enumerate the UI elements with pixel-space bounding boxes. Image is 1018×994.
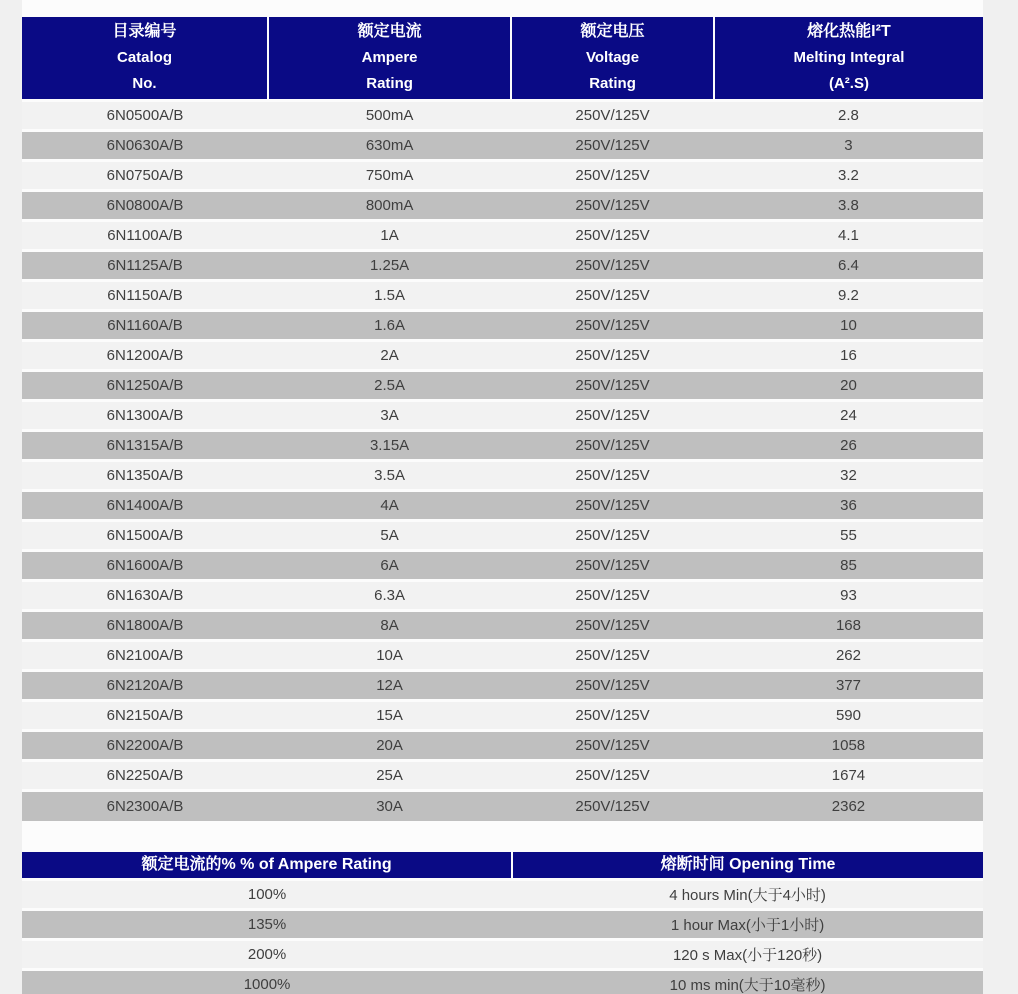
cell-voltage-rating: 250V/125V	[511, 251, 714, 281]
cell-opening-time: 1 hour Max(小于1小时)	[512, 909, 983, 939]
cell-catalog-no: 6N0800A/B	[22, 191, 268, 221]
cell-catalog-no: 6N1125A/B	[22, 251, 268, 281]
table-row	[22, 521, 983, 551]
cell-catalog-no: 6N2200A/B	[22, 731, 268, 761]
opening-table-header-row	[22, 852, 983, 880]
cell-voltage-rating: 250V/125V	[511, 791, 714, 821]
fuse-spec-table	[22, 17, 983, 821]
cell-catalog-no: 6N2250A/B	[22, 761, 268, 791]
cell-catalog-no: 6N2300A/B	[22, 791, 268, 821]
cell-melting-integral: 4.1	[714, 221, 983, 251]
cell-catalog-no: 6N1315A/B	[22, 431, 268, 461]
cell-ampere-rating: 12A	[268, 671, 511, 701]
col-header-voltage-rating	[511, 17, 714, 101]
cell-catalog-no: 6N1160A/B	[22, 311, 268, 341]
cell-voltage-rating: 250V/125V	[511, 581, 714, 611]
cell-voltage-rating: 250V/125V	[511, 701, 714, 731]
cell-voltage-rating: 250V/125V	[511, 431, 714, 461]
cell-voltage-rating: 250V/125V	[511, 671, 714, 701]
cell-ampere-rating: 1.25A	[268, 251, 511, 281]
cell-ampere-rating: 6A	[268, 551, 511, 581]
cell-voltage-rating: 250V/125V	[511, 161, 714, 191]
cell-ampere-rating: 800mA	[268, 191, 511, 221]
cell-melting-integral: 85	[714, 551, 983, 581]
opening-time-table	[22, 852, 983, 994]
cell-ampere-rating: 1.5A	[268, 281, 511, 311]
cell-melting-integral: 20	[714, 371, 983, 401]
cell-catalog-no: 6N2120A/B	[22, 671, 268, 701]
col-header-melting-en2: (A².S)	[828, 75, 869, 92]
table-row	[22, 311, 983, 341]
table-row	[22, 251, 983, 281]
cell-melting-integral: 10	[714, 311, 983, 341]
cell-melting-integral: 2362	[714, 791, 983, 821]
cell-voltage-rating: 250V/125V	[511, 101, 714, 131]
cell-voltage-rating: 250V/125V	[511, 371, 714, 401]
cell-percent-of-rating: 100%	[22, 879, 512, 909]
cell-melting-integral: 26	[714, 431, 983, 461]
table-row	[22, 969, 983, 994]
cell-ampere-rating: 1A	[268, 221, 511, 251]
cell-voltage-rating: 250V/125V	[511, 341, 714, 371]
table-gap	[22, 821, 983, 852]
cell-opening-time: 10 ms min(大于10毫秒)	[512, 969, 983, 994]
cell-melting-integral: 6.4	[714, 251, 983, 281]
table-row	[22, 461, 983, 491]
cell-catalog-no: 6N1150A/B	[22, 281, 268, 311]
cell-ampere-rating: 25A	[268, 761, 511, 791]
table-row	[22, 341, 983, 371]
col-header-voltage-zh: 额定电压	[580, 23, 645, 40]
cell-melting-integral: 1058	[714, 731, 983, 761]
cell-melting-integral: 1674	[714, 761, 983, 791]
cell-ampere-rating: 1.6A	[268, 311, 511, 341]
table-row	[22, 731, 983, 761]
cell-ampere-rating: 3A	[268, 401, 511, 431]
cell-catalog-no: 6N1200A/B	[22, 341, 268, 371]
col-header-opening-time-label: 熔断时间 Opening Time	[660, 855, 836, 873]
cell-opening-time: 120 s Max(小于120秒)	[512, 939, 983, 969]
cell-voltage-rating: 250V/125V	[511, 611, 714, 641]
cell-voltage-rating: 250V/125V	[511, 551, 714, 581]
cell-melting-integral: 93	[714, 581, 983, 611]
cell-percent-of-rating: 200%	[22, 939, 512, 969]
cell-ampere-rating: 30A	[268, 791, 511, 821]
table-row	[22, 879, 983, 909]
table-row	[22, 101, 983, 131]
cell-percent-of-rating: 135%	[22, 909, 512, 939]
cell-ampere-rating: 4A	[268, 491, 511, 521]
cell-catalog-no: 6N0630A/B	[22, 131, 268, 161]
table-row	[22, 551, 983, 581]
cell-voltage-rating: 250V/125V	[511, 731, 714, 761]
cell-melting-integral: 55	[714, 521, 983, 551]
cell-melting-integral: 16	[714, 341, 983, 371]
cell-voltage-rating: 250V/125V	[511, 281, 714, 311]
cell-voltage-rating: 250V/125V	[511, 461, 714, 491]
table-row	[22, 761, 983, 791]
cell-melting-integral: 3.8	[714, 191, 983, 221]
cell-voltage-rating: 250V/125V	[511, 491, 714, 521]
col-header-catalog-en1: Catalog	[117, 49, 173, 66]
cell-ampere-rating: 2A	[268, 341, 511, 371]
cell-melting-integral: 3	[714, 131, 983, 161]
col-header-melting-zh: 熔化热能I²T	[807, 23, 891, 40]
table-row	[22, 701, 983, 731]
cell-catalog-no: 6N0500A/B	[22, 101, 268, 131]
cell-catalog-no: 6N2150A/B	[22, 701, 268, 731]
table-row	[22, 491, 983, 521]
cell-ampere-rating: 15A	[268, 701, 511, 731]
cell-catalog-no: 6N0750A/B	[22, 161, 268, 191]
cell-melting-integral: 590	[714, 701, 983, 731]
col-header-melting-integral	[714, 17, 983, 101]
cell-melting-integral: 168	[714, 611, 983, 641]
cell-voltage-rating: 250V/125V	[511, 521, 714, 551]
cell-ampere-rating: 3.15A	[268, 431, 511, 461]
col-header-ampere-rating	[268, 17, 511, 101]
cell-opening-time: 4 hours Min(大于4小时)	[512, 879, 983, 909]
table-row	[22, 191, 983, 221]
cell-voltage-rating: 250V/125V	[511, 311, 714, 341]
col-header-ampere-en1: Ampere	[361, 49, 418, 66]
table-row	[22, 161, 983, 191]
table-row	[22, 581, 983, 611]
col-header-opening-time	[512, 852, 983, 880]
col-header-voltage-en1: Voltage	[585, 49, 640, 66]
cell-voltage-rating: 250V/125V	[511, 401, 714, 431]
cell-catalog-no: 6N2100A/B	[22, 641, 268, 671]
cell-ampere-rating: 3.5A	[268, 461, 511, 491]
cell-ampere-rating: 20A	[268, 731, 511, 761]
col-header-catalog-no	[22, 17, 268, 101]
col-header-percent-label: 额定电流的% % of Ampere Rating	[141, 855, 392, 873]
cell-catalog-no: 6N1350A/B	[22, 461, 268, 491]
cell-percent-of-rating: 1000%	[22, 969, 512, 994]
cell-ampere-rating: 2.5A	[268, 371, 511, 401]
cell-catalog-no: 6N1600A/B	[22, 551, 268, 581]
cell-voltage-rating: 250V/125V	[511, 221, 714, 251]
table-row	[22, 939, 983, 969]
cell-melting-integral: 36	[714, 491, 983, 521]
cell-voltage-rating: 250V/125V	[511, 641, 714, 671]
table-row	[22, 131, 983, 161]
table-row	[22, 371, 983, 401]
cell-voltage-rating: 250V/125V	[511, 761, 714, 791]
col-header-percent-of-rating	[22, 852, 512, 880]
cell-melting-integral: 262	[714, 641, 983, 671]
cell-ampere-rating: 6.3A	[268, 581, 511, 611]
table-row	[22, 281, 983, 311]
table-row	[22, 671, 983, 701]
cell-catalog-no: 6N1500A/B	[22, 521, 268, 551]
col-header-catalog-zh: 目录编号	[112, 23, 177, 40]
cell-ampere-rating: 10A	[268, 641, 511, 671]
cell-catalog-no: 6N1400A/B	[22, 491, 268, 521]
cell-melting-integral: 377	[714, 671, 983, 701]
table-row	[22, 909, 983, 939]
page-content	[22, 0, 983, 994]
cell-catalog-no: 6N1100A/B	[22, 221, 268, 251]
col-header-voltage-en2: Rating	[589, 75, 636, 92]
cell-catalog-no: 6N1800A/B	[22, 611, 268, 641]
cell-catalog-no: 6N1300A/B	[22, 401, 268, 431]
table-row	[22, 401, 983, 431]
cell-melting-integral: 32	[714, 461, 983, 491]
cell-ampere-rating: 5A	[268, 521, 511, 551]
cell-melting-integral: 3.2	[714, 161, 983, 191]
cell-voltage-rating: 250V/125V	[511, 191, 714, 221]
table-row	[22, 791, 983, 821]
table-row	[22, 221, 983, 251]
cell-catalog-no: 6N1630A/B	[22, 581, 268, 611]
cell-ampere-rating: 500mA	[268, 101, 511, 131]
cell-melting-integral: 2.8	[714, 101, 983, 131]
cell-melting-integral: 9.2	[714, 281, 983, 311]
table-row	[22, 641, 983, 671]
col-header-ampere-en2: Rating	[366, 75, 413, 92]
cell-melting-integral: 24	[714, 401, 983, 431]
col-header-melting-en1: Melting Integral	[793, 49, 905, 66]
cell-voltage-rating: 250V/125V	[511, 131, 714, 161]
col-header-ampere-zh: 额定电流	[357, 23, 422, 40]
cell-ampere-rating: 750mA	[268, 161, 511, 191]
cell-ampere-rating: 8A	[268, 611, 511, 641]
table-row	[22, 611, 983, 641]
cell-catalog-no: 6N1250A/B	[22, 371, 268, 401]
col-header-catalog-en2: No.	[132, 75, 157, 92]
table-row	[22, 431, 983, 461]
spec-table-header-row	[22, 17, 983, 101]
cell-ampere-rating: 630mA	[268, 131, 511, 161]
